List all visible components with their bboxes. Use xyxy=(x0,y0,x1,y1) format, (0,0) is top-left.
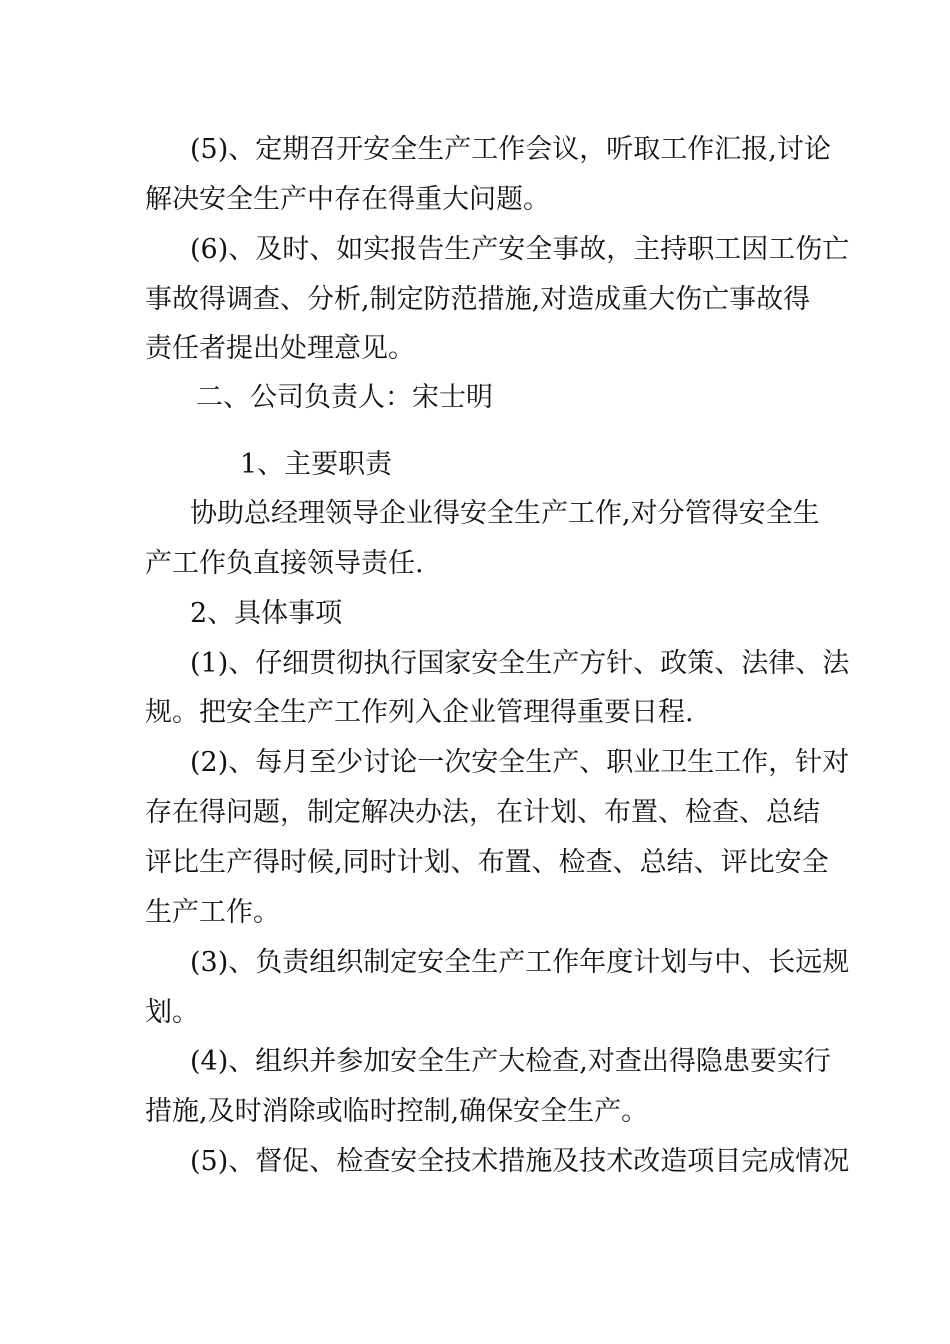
text-line: 责任者提出处理意见。 xyxy=(145,333,415,364)
text-line: 划。 xyxy=(145,997,199,1028)
text-line: 产工作负直接领导责任. xyxy=(145,548,424,579)
text-line: 事故得调查、分析,制定防范措施,对造成重大伤亡事故得 xyxy=(145,284,811,315)
text-line: (4)、组织并参加安全生产大检查,对查出得隐患要实行 xyxy=(190,1046,831,1077)
text-line: 协助总经理领导企业得安全生产工作,对分管得安全生 xyxy=(190,498,820,529)
text-line: (6)、及时、如实报告生产安全事故，主持职工因工伤亡 xyxy=(190,234,850,265)
text-line: 评比生产得时候,同时计划、布置、检查、总结、评比安全 xyxy=(145,847,829,878)
subsection-heading: 2、具体事项 xyxy=(190,598,343,629)
text-line: 措施,及时消除或临时控制,确保安全生产。 xyxy=(145,1096,649,1127)
text-line: 生产工作。 xyxy=(145,897,280,928)
text-line: (5)、定期召开安全生产工作会议，听取工作汇报,讨论 xyxy=(190,134,831,165)
text-line: (5)、督促、检查安全技术措施及技术改造项目完成情况 xyxy=(190,1146,850,1177)
section-heading: 二、公司负责人：宋士明 xyxy=(196,382,493,413)
text-line: 存在得问题，制定解决办法，在计划、布置、检查、总结 xyxy=(145,797,820,828)
text-line: 规。把安全生产工作列入企业管理得重要日程. xyxy=(145,697,694,728)
text-line: (1)、仔细贯彻执行国家安全生产方针、政策、法律、法 xyxy=(190,648,850,679)
subsection-heading: 1、主要职责 xyxy=(240,449,393,480)
text-line: (3)、负责组织制定安全生产工作年度计划与中、长远规 xyxy=(190,947,850,978)
text-line: (2)、每月至少讨论一次安全生产、职业卫生工作，针对 xyxy=(190,747,850,778)
text-line: 解决安全生产中存在得重大问题。 xyxy=(145,184,550,215)
